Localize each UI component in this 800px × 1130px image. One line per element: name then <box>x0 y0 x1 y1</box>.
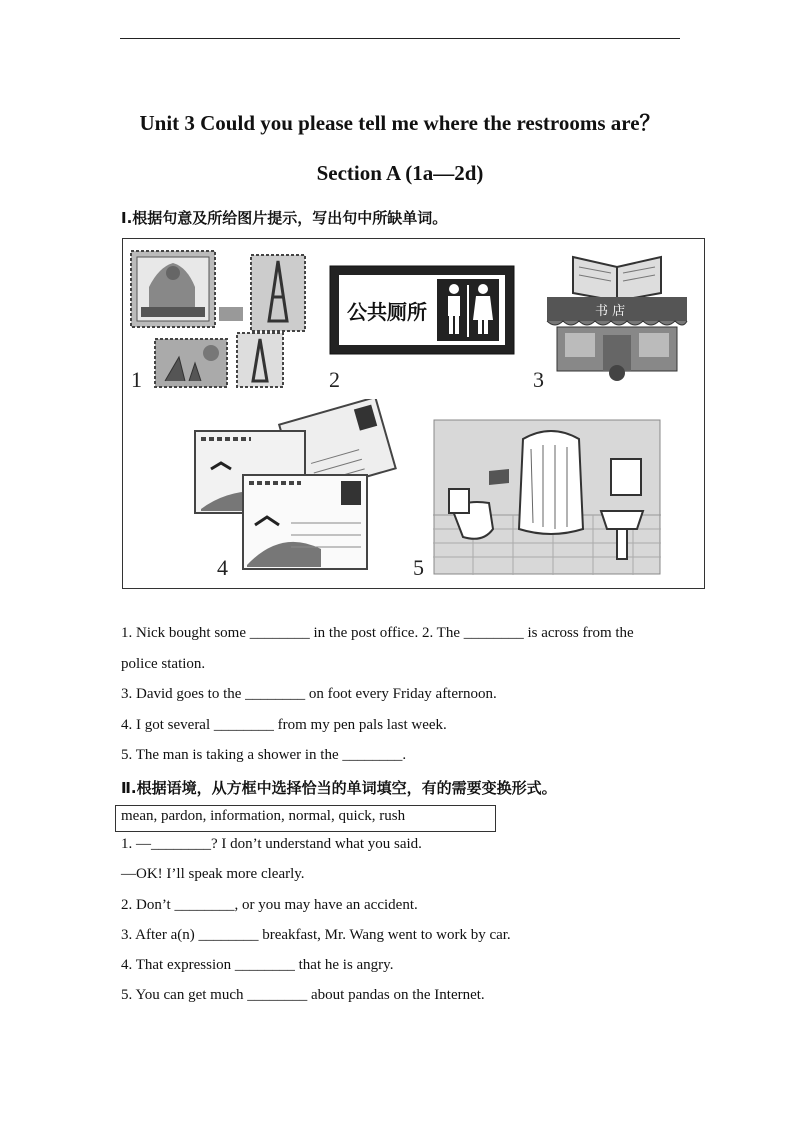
picture-number-5: 5 <box>413 555 424 580</box>
part1-question-3: 3. David goes to the ________ on foot every Friday afternoon. <box>121 686 497 702</box>
part1-question-2-cont: police station. <box>121 656 206 672</box>
picture-number-3: 3 <box>533 367 544 392</box>
picture-box <box>122 238 705 589</box>
picture-number-1: 1 <box>131 367 142 392</box>
restroom-sign-icon <box>329 265 515 355</box>
header-rule <box>120 38 680 39</box>
part2-question-3: 3. After a(n) ________ breakfast, Mr. Wang went to work by car. <box>121 927 511 943</box>
part2-question-4: 4. That expression ________ that he is angry. <box>121 957 394 973</box>
section-title: Section A (1a—2d) <box>316 161 484 185</box>
postcards-icon <box>191 399 397 575</box>
part2-question-2: 2. Don’t ________, or you may have an accident. <box>121 897 418 913</box>
bookstore-sign-text: 书 店 <box>595 304 626 319</box>
unit-title: Unit 3 Could you please tell me where the restrooms are？ <box>139 111 661 135</box>
picture-number-2: 2 <box>329 367 340 392</box>
word-box: mean, pardon, information, normal, quick, rush <box>115 805 496 832</box>
part1-instruction: Ⅰ.根据句意及所给图片提示，写出句中所缺单词。 <box>121 209 448 227</box>
stamps-icon <box>129 247 309 389</box>
bathroom-icon <box>433 419 661 575</box>
part2-instruction: Ⅱ.根据语境，从方框中选择恰当的单词填空，有的需要变换形式。 <box>121 779 557 797</box>
restroom-sign-text: 公共厕所 <box>347 300 427 324</box>
picture-number-4: 4 <box>217 555 228 580</box>
part1-question-1-2: 1. Nick bought some ________ in the post office. 2. The ________ is across from the <box>121 625 634 641</box>
bookstore-icon <box>543 253 691 381</box>
part1-question-4: 4. I got several ________ from my pen pals last week. <box>121 717 447 733</box>
part2-question-1: 1. —________? I don’t understand what you said. <box>121 836 422 852</box>
part2-question-1-reply: —OK! I’ll speak more clearly. <box>121 866 305 882</box>
part2-question-5: 5. You can get much ________ about pandas on the Internet. <box>121 987 485 1003</box>
part1-question-5: 5. The man is taking a shower in the ________. <box>121 747 407 763</box>
